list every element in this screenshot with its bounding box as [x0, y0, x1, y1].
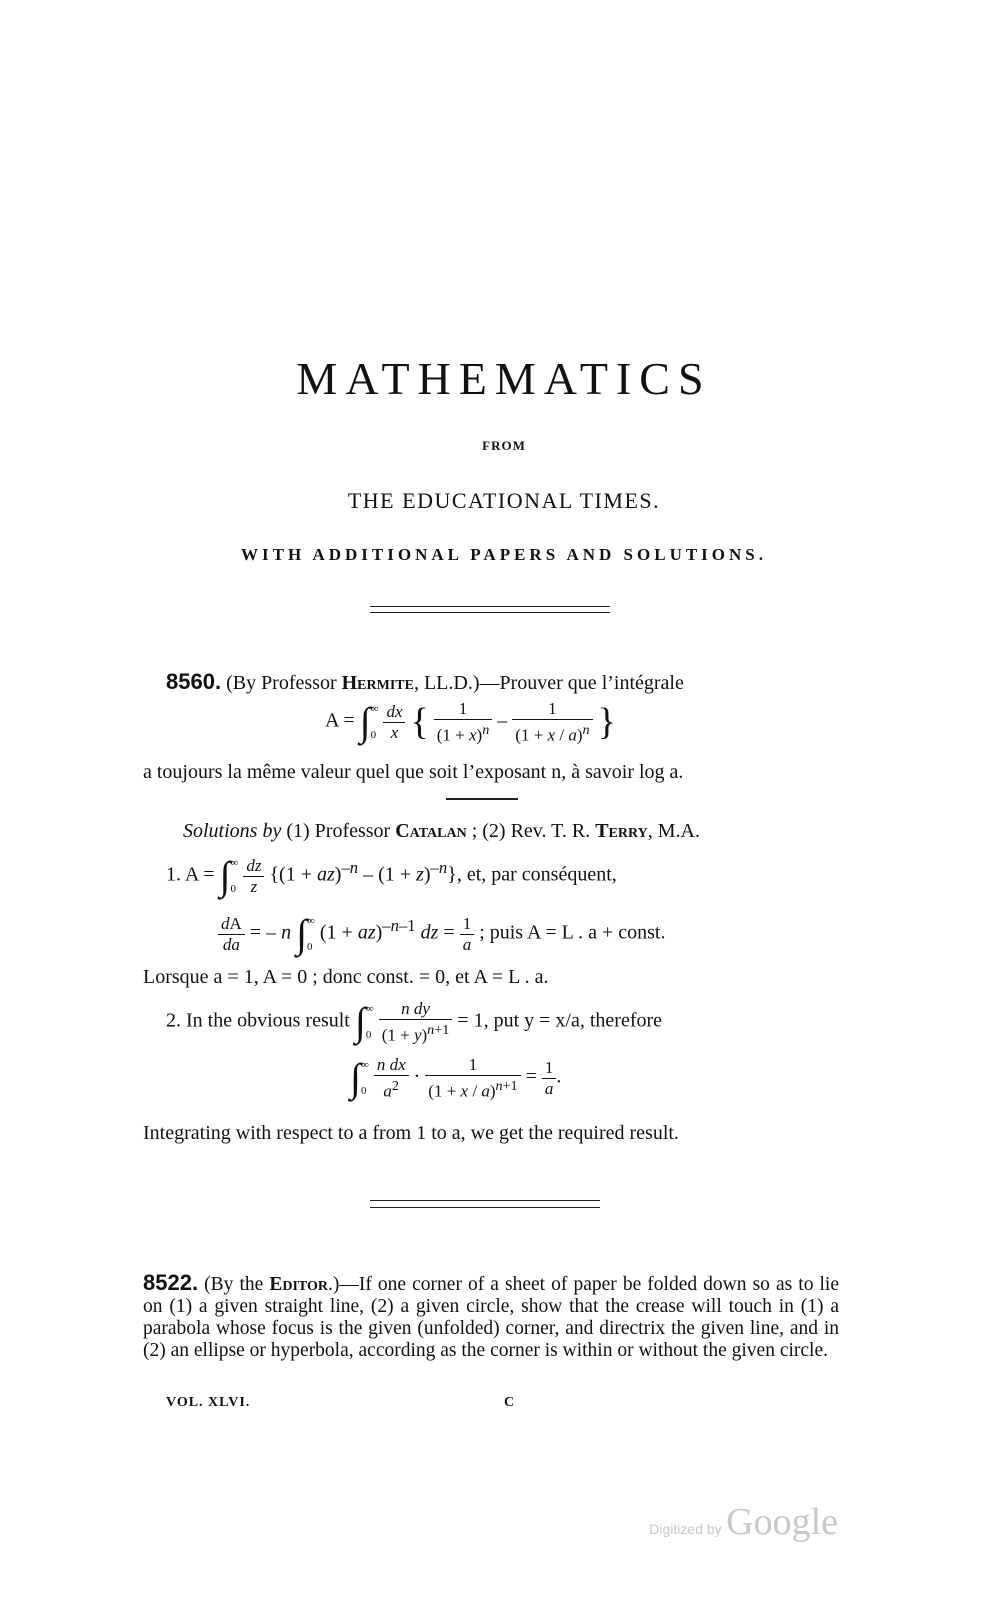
question-number: 8522. [143, 1270, 199, 1295]
divider-rule [370, 1200, 600, 1201]
subtitle: WITH ADDITIONAL PAPERS AND SOLUTIONS. [240, 545, 768, 564]
solution-step-1b: $\frac{dA}{da}$ = – n ∫∞ 0 (1 + az)$^{-n-1}$ dz = $\frac{1}{a}$ ; puis A = L . a + const. [218, 908, 665, 960]
statement: a toujours la même valeur quel que soit l’exposant n, à savoir log a. [143, 761, 684, 783]
divider-rule [370, 612, 610, 613]
digitized-watermark: Digitized by Google [649, 1501, 838, 1543]
divider-rule [370, 1207, 600, 1208]
journal-title: THE EDUCATIONAL TIMES. [347, 488, 661, 513]
solution-step-2: 2. In the obvious result ∫∞ 0 $\frac{\text{n dy}}{(1 + y)^{n+1}}$ = 1, put y = x/a, therefore [166, 998, 663, 1045]
question-8560-heading: 8560. (By Professor Hermite, LL.D.)—Prouver que l’intégrale [166, 669, 684, 694]
page-title: MATHEMATICS [296, 353, 712, 404]
solver-name: Terry [595, 820, 648, 842]
divider-rule [446, 798, 518, 800]
question-8522: 8522. (By the Editor.)—If one corner of a sheet of paper be folded down so as to lie on (1) a given straight line, (2) a given circle, show that the crease will touch in (1) a parabola whose focus is the given (unfolded) corner, and directrix the given line, and in (2) an ellipse or hyperbola, according as the corner is within or without the given circle. [143, 1270, 840, 1361]
solution-step-2b: ∫∞ 0 $\frac{\text{n dx}}{a^2}$ · $\frac{1}{(1 + x / a)^{n+1}}$ = $\frac{1}{a}$ . [350, 1054, 562, 1101]
question-number: 8560. [166, 669, 222, 694]
google-logo: Google [726, 1501, 838, 1543]
lorsque-line: Lorsque a = 1, A = 0 ; donc const. = 0, et A = L . a. [143, 966, 549, 988]
from-label: FROM [482, 438, 526, 453]
conclusion: Integrating with respect to a from 1 to a, we get the required result. [143, 1122, 679, 1144]
volume-label: VOL. XLVI. [166, 1395, 251, 1410]
solver-name: Catalan [395, 820, 467, 842]
solution-step-1: 1. A = ∫∞ 0 $\frac{dz}{z}$ $\{(1 + az)^{-n} - (1 + z)^{-n}\}$, et, par conséquent, [166, 853, 617, 898]
signature-mark: C [504, 1395, 516, 1410]
author-name: Hermite [341, 672, 414, 694]
divider-rule [370, 606, 610, 607]
solutions-line: Solutions by (1) Professor Catalan ; (2) Rev. T. R. Terry, M.A. [183, 820, 700, 842]
integral-definition: A = ∫∞ 0 $\frac{dx}{x}$ { $\frac{1}{(1 + x)^n}$ – $\frac{1}{(1 + x / a)^n}$ } [325, 698, 616, 745]
author-name: Editor [269, 1274, 328, 1295]
